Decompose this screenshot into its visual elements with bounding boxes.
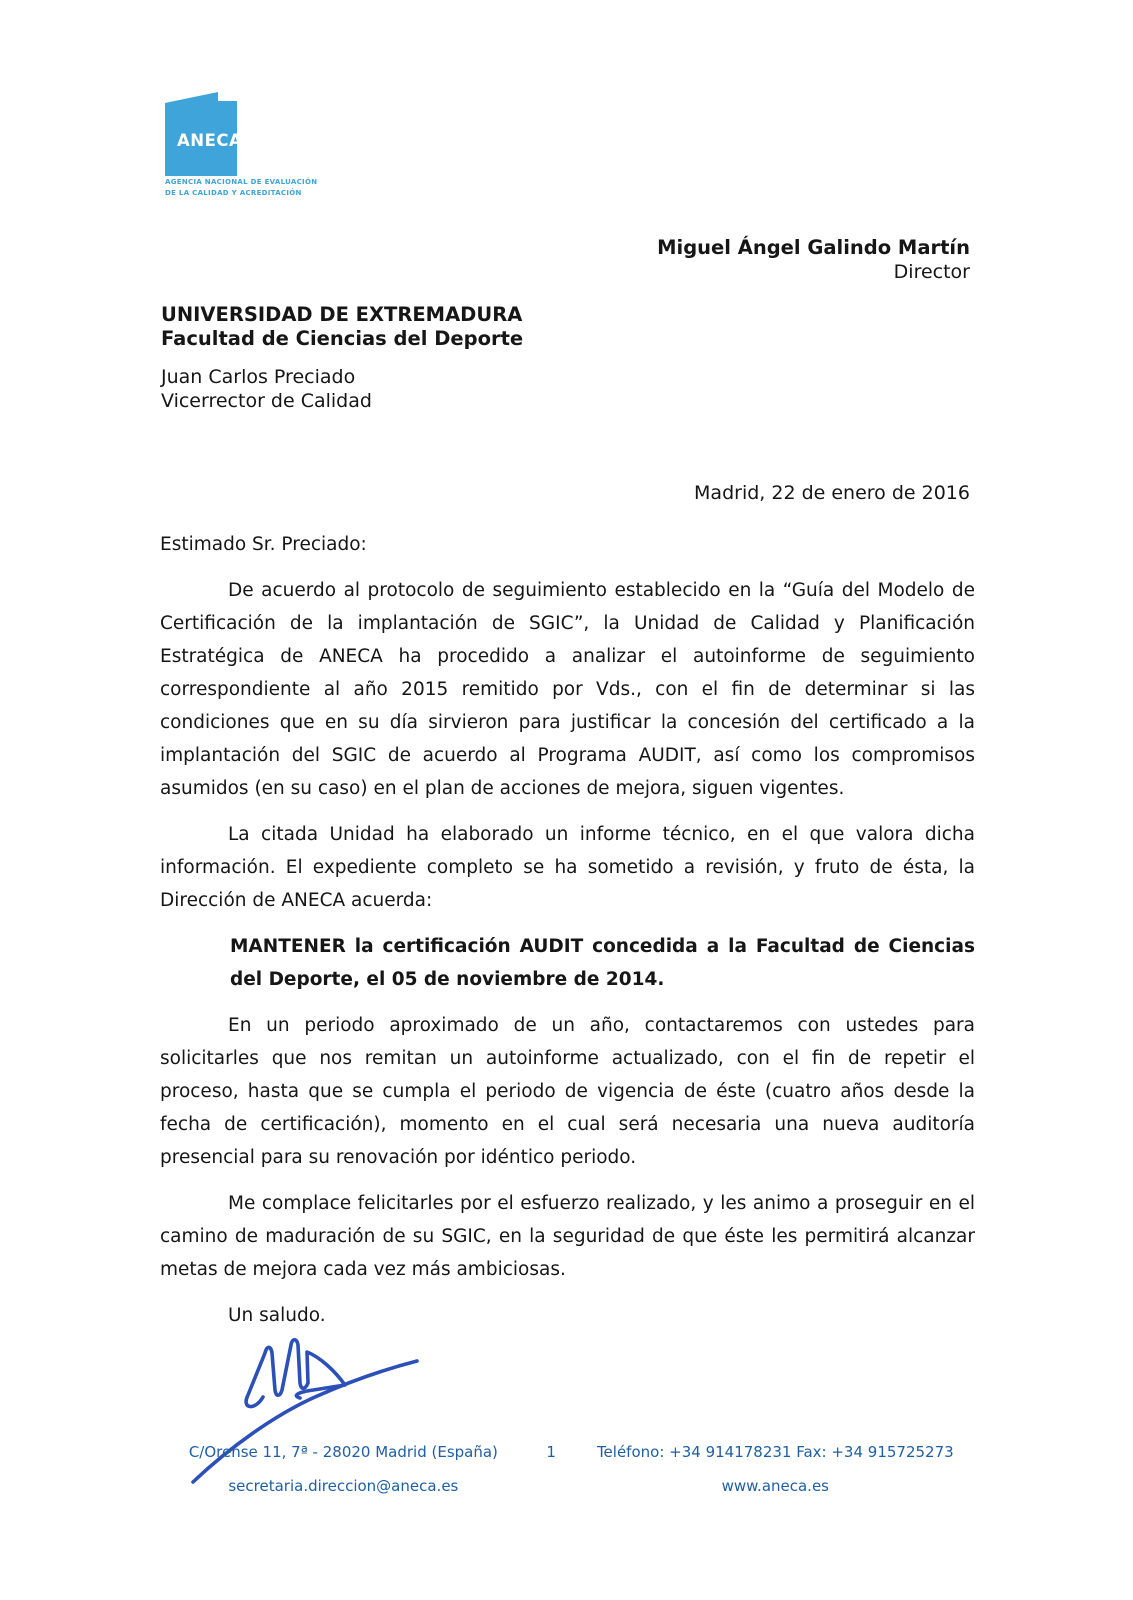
footer	[160, 1435, 975, 1503]
footer-right-block	[576, 1435, 975, 1503]
date-line: Madrid, 22 de enero de 2016	[694, 482, 970, 504]
recipient-department: Facultad de Ciencias del Deporte	[161, 327, 524, 350]
closing-salutation: Un saludo.	[228, 1305, 326, 1326]
recipient-organization: UNIVERSIDAD DE EXTREMADURA	[161, 303, 523, 326]
footer-left-block	[160, 1435, 527, 1503]
paragraph-3: En un periodo aproximado de un año, contactaremos con ustedes para solicitarles que nos remitan un autoinforme actualizado, con el fin de repetir el proceso, hasta que se cumpla el periodo de vigencia de éste (cuatro años desde la fecha de certificación), momento en el cual será necesaria una nueva auditoría presencial para su renovación por idéntico periodo.	[160, 1015, 975, 1168]
sender-title: Director	[893, 261, 970, 283]
sender-block	[657, 235, 970, 285]
resolution-paragraph-bold: MANTENER la certificación AUDIT concedida a la Facultad de Ciencias del Deporte, el 05 de noviembre de 2014.	[230, 936, 975, 990]
footer-phone-fax: Teléfono: +34 914178231 Fax: +34 915725273	[596, 1443, 954, 1461]
aneca-logo-subtext-line1: AGENCIA NACIONAL DE EVALUACIÓN	[165, 178, 318, 186]
recipient-spacer	[161, 351, 523, 365]
footer-email: secretaria.direccion@aneca.es	[228, 1477, 459, 1495]
sender-name: Miguel Ángel Galindo Martín	[657, 236, 970, 259]
aneca-logo	[165, 92, 318, 198]
recipient-name: Juan Carlos Preciado	[161, 366, 356, 388]
letter-body	[160, 528, 975, 1345]
aneca-logo-text: ANECA	[177, 131, 243, 150]
page-number: 1	[546, 1443, 556, 1461]
footer-address: C/Orense 11, 7ª - 28020 Madrid (España)	[188, 1443, 498, 1461]
footer-website: www.aneca.es	[721, 1477, 829, 1495]
recipient-role: Vicerrector de Calidad	[161, 390, 372, 412]
paragraph-1: De acuerdo al protocolo de seguimiento establecido en la “Guía del Modelo de Certificación de la implantación de SGIC”, la Unidad de Calidad y Planificación Estratégica de ANECA ha procedido a analizar el autoinforme de seguimiento correspondiente al año 2015 remitido por Vds., con el fin de determinar si las condiciones que en su día sirvieron para justificar la concesión del certificado a la implantación del SGIC de acuerdo al Programa AUDIT, así como los compromisos asumidos (en su caso) en el plan de acciones de mejora, siguen vigentes.	[160, 580, 975, 799]
paragraph-2: La citada Unidad ha elaborado un informe técnico, en el que valora dicha información. El expediente completo se ha sometido a revisión, y fruto de ésta, la Dirección de ANECA acuerda:	[160, 824, 975, 911]
salutation: Estimado Sr. Preciado:	[160, 534, 367, 555]
aneca-logo-subtext-line2: DE LA CALIDAD Y ACREDITACIÓN	[165, 189, 302, 197]
recipient-block	[161, 303, 523, 413]
paragraph-4: Me complace felicitarles por el esfuerzo realizado, y les animo a proseguir en el camino de maduración de su SGIC, en la seguridad de que éste les permitirá alcanzar metas de mejora cada vez más ambiciosas.	[160, 1193, 975, 1280]
